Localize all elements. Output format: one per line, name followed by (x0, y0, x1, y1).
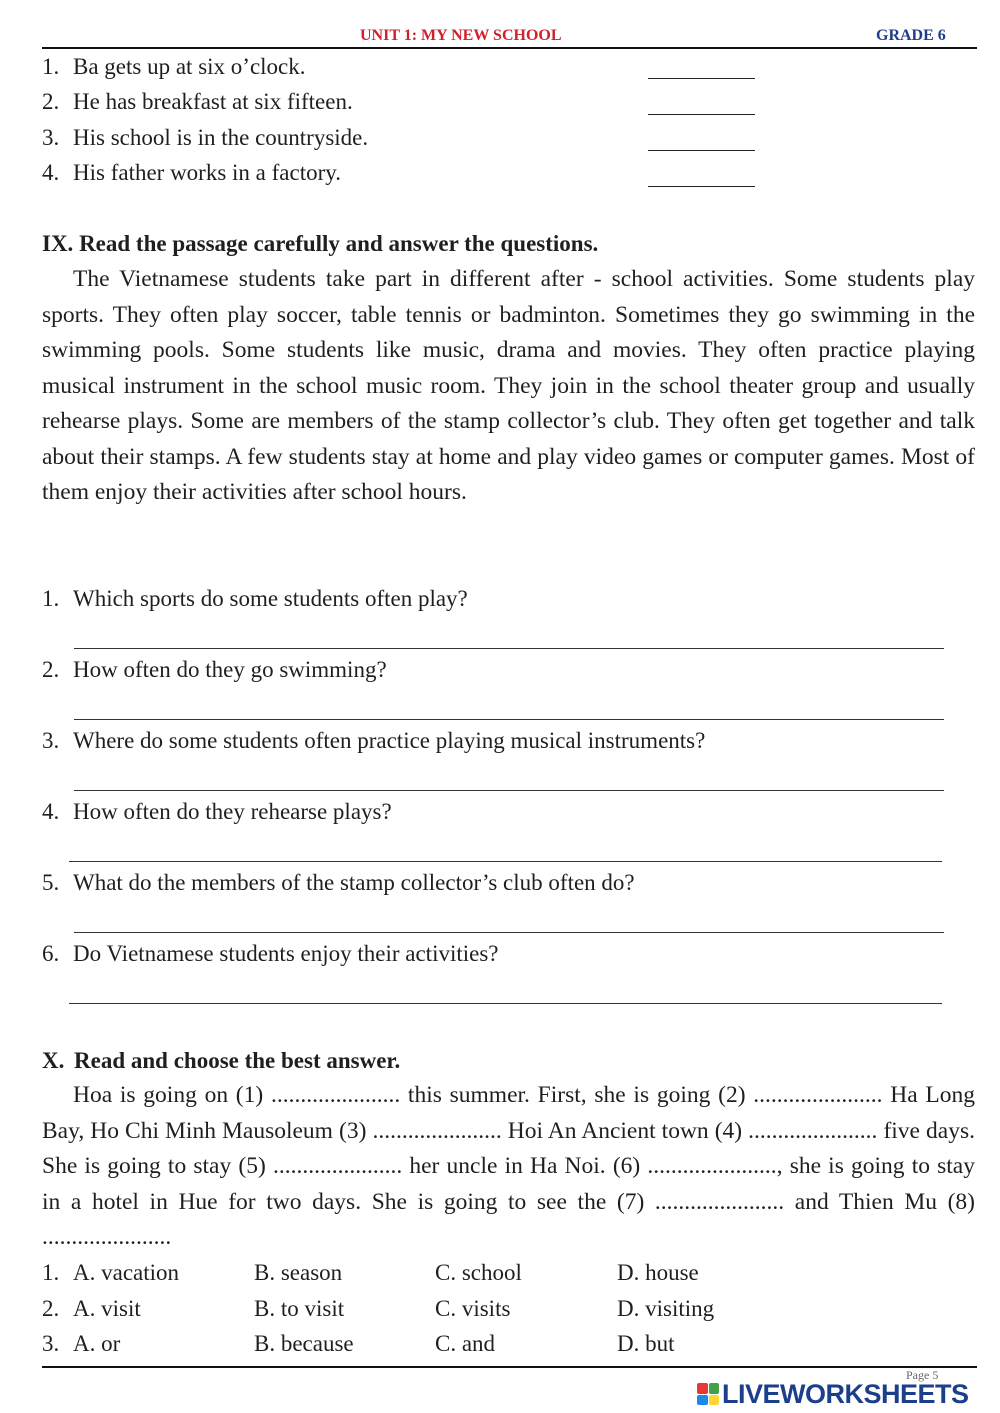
option-a[interactable]: A. visit (73, 1296, 141, 1321)
section-ix-heading: IX. Read the passage carefully and answer the questions. (42, 231, 599, 256)
option-c[interactable]: C. visits (435, 1296, 511, 1321)
header-divider (42, 47, 977, 49)
option-c[interactable]: C. and (435, 1331, 496, 1356)
answer-line[interactable] (74, 719, 944, 720)
option-b[interactable]: B. because (254, 1331, 354, 1356)
option-d[interactable]: D. visiting (617, 1296, 715, 1321)
option-a[interactable]: A. or (73, 1331, 121, 1356)
option-a[interactable]: A. vacation (73, 1260, 180, 1285)
section-x-passage: Hoa is going on (1) ...................... this summer. First, she is going (2) ...................... Ha Long Bay, Ho Chi Minh Mausoleum (3) ...................... Hoi An Ancient town (4) ...................... five days. She is going to stay (5) ...................... her uncle in Ha Noi. (6) ......................, she is going to stay in a hotel in Hue for two days. She is going to see the (7) ...................... and Thien Mu (8) ...................... (42, 1082, 975, 1251)
option-d[interactable]: D. house (617, 1260, 699, 1285)
answer-blank[interactable] (648, 186, 755, 187)
option-d[interactable]: D. but (617, 1331, 675, 1356)
page-header (0, 24, 1000, 46)
answer-blank[interactable] (648, 150, 755, 151)
brand-name: LIVEWORKSHEETS (722, 1378, 969, 1409)
answer-line[interactable] (69, 861, 942, 862)
footer-divider (42, 1366, 977, 1368)
liveworksheets-logo-icon (697, 1383, 719, 1405)
grade-label: GRADE 6 (876, 27, 946, 44)
answer-line[interactable] (74, 790, 944, 791)
answer-blank[interactable] (648, 114, 755, 115)
page-number: Page 5 (906, 1368, 939, 1382)
section-ix-passage: The Vietnamese students take part in different after - school activities. Some students play sports. They often play soccer, table tennis or badminton. Sometimes they go swimming in the swimming pools. Some students like music, drama and movies. They often practice playing musical instrument in the school music room. They join in the school theater group and usually rehearse plays. Some are members of the stamp collector’s club. They often get together and talk about their stamps. A few students stay at home and play video games or computer games. Most of them enjoy their activities after school hours. (42, 266, 975, 505)
option-b[interactable]: B. to visit (254, 1296, 345, 1321)
answer-line[interactable] (69, 1003, 942, 1004)
section-x-heading: X. Read and choose the best answer. (42, 1048, 401, 1073)
option-c[interactable]: C. school (435, 1260, 522, 1285)
answer-line[interactable] (74, 648, 944, 649)
liveworksheets-brand[interactable] (697, 1379, 969, 1409)
answer-line[interactable] (74, 932, 944, 933)
answer-blank[interactable] (648, 78, 755, 79)
option-b[interactable]: B. season (254, 1260, 343, 1285)
unit-title: UNIT 1: MY NEW SCHOOL (360, 27, 562, 44)
